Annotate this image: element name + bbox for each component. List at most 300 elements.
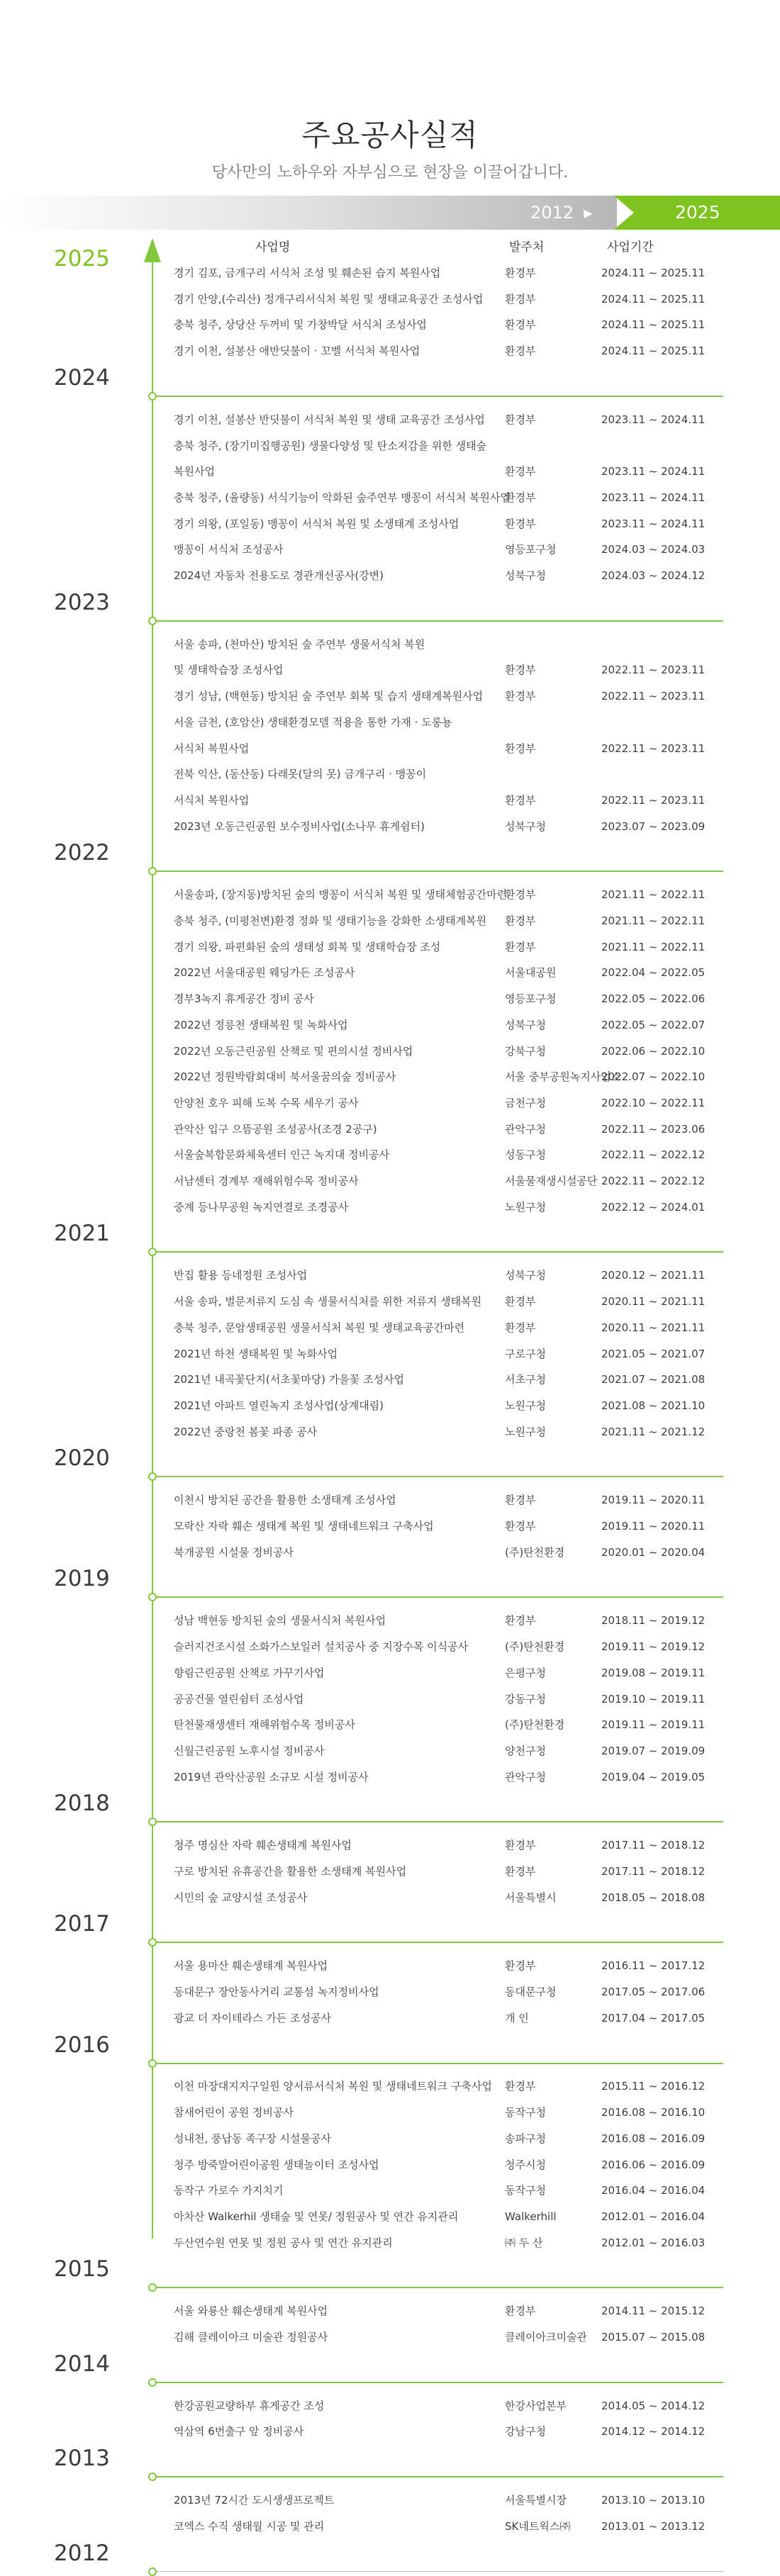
project-row bbox=[0, 2492, 780, 2509]
timeline-dot bbox=[148, 392, 157, 401]
year-label-current: 2025 bbox=[54, 246, 110, 271]
year-label: 2018 bbox=[54, 1791, 110, 1817]
project-period: 2022.05 ~ 2022.07 bbox=[601, 1019, 706, 1031]
project-period: 2024.03 ~ 2024.03 bbox=[601, 543, 706, 556]
project-period: 2014.11 ~ 2015.12 bbox=[601, 2305, 706, 2317]
project-row bbox=[0, 1769, 780, 1786]
year-divider bbox=[152, 2476, 723, 2477]
project-client: 환경부 bbox=[505, 690, 536, 702]
project-name: 서울송파, (장지동)방치된 숲의 맹꽁이 서식처 복원 및 생태체험공간마련 bbox=[174, 888, 508, 901]
project-period: 2016.08 ~ 2016.09 bbox=[601, 2132, 706, 2145]
year-label: 2014 bbox=[54, 2351, 110, 2377]
project-period: 2013.01 ~ 2013.12 bbox=[601, 2520, 706, 2533]
project-period: 2019.10 ~ 2019.11 bbox=[601, 1693, 706, 1706]
project-period: 2022.04 ~ 2022.05 bbox=[601, 966, 706, 979]
page-subtitle: 당사만의 노하우와 자부심으로 현장을 이끌어갑니다. bbox=[211, 164, 569, 181]
project-row bbox=[0, 2234, 780, 2251]
project-client: 동작구청 bbox=[505, 2106, 546, 2119]
project-name: 2022년 정원박람회대비 북서울꿈의숲 정비공사 bbox=[174, 1070, 396, 1083]
year-divider bbox=[152, 620, 723, 622]
year-label: 2012 bbox=[54, 2540, 110, 2566]
project-row bbox=[0, 2329, 780, 2346]
project-client: 강북구청 bbox=[505, 1045, 546, 1058]
project-name: 서식처 복원사업 bbox=[174, 794, 250, 807]
project-period: 2019.11 ~ 2019.11 bbox=[601, 1718, 706, 1731]
project-client: 강동구청 bbox=[505, 1693, 546, 1706]
project-period: 2017.05 ~ 2017.06 bbox=[601, 1986, 706, 1998]
project-row bbox=[0, 1121, 780, 1138]
project-period: 2017.04 ~ 2017.05 bbox=[601, 2012, 706, 2025]
project-client: 서울특별시 bbox=[505, 1891, 557, 1904]
project-client: 송파구청 bbox=[505, 2132, 546, 2145]
project-name: 동작구 가로수 가지치기 bbox=[174, 2184, 284, 2197]
project-period: 2013.10 ~ 2013.10 bbox=[601, 2494, 706, 2507]
year-label: 2017 bbox=[54, 1911, 110, 1937]
project-row bbox=[0, 1837, 780, 1854]
year-divider bbox=[152, 870, 723, 872]
project-name: 경기 김포, 금개구리 서식처 조성 및 훼손된 습지 복원사업 bbox=[174, 267, 441, 279]
project-name: 2023년 오동근린공원 보수정비사업(소나무 휴게쉼터) bbox=[174, 820, 425, 833]
project-client: (주)탄천환경 bbox=[505, 1718, 565, 1731]
year-divider bbox=[152, 2382, 723, 2383]
project-client: 관악구청 bbox=[505, 1123, 546, 1136]
project-period: 2022.11 ~ 2023.11 bbox=[601, 742, 706, 755]
project-period: 2015.11 ~ 2016.12 bbox=[601, 2080, 706, 2093]
timeline-dot bbox=[148, 2283, 157, 2292]
project-client: 환경부 bbox=[505, 1614, 536, 1627]
project-row bbox=[0, 567, 780, 584]
project-name: 2024년 자동차 전용도로 경관개선공사(강변) bbox=[174, 569, 384, 582]
project-name: 구로 방치된 유휴공간을 활용한 소생태계 복원사업 bbox=[174, 1865, 407, 1878]
project-name: 경기 안양,(수리산) 정개구리서식처 복원 및 생태교육공간 조성사업 bbox=[174, 293, 484, 306]
project-row bbox=[0, 939, 780, 956]
project-period: 2021.11 ~ 2022.11 bbox=[601, 888, 706, 901]
project-period: 2024.11 ~ 2025.11 bbox=[601, 318, 706, 331]
project-period: 2016.04 ~ 2016.04 bbox=[601, 2184, 706, 2197]
project-client: 성북구청 bbox=[505, 569, 546, 582]
project-period: 2023.11 ~ 2024.11 bbox=[601, 465, 706, 478]
project-name: 충북 청주, 문암생태공원 생물서식처 복원 및 생태교육공간마련 bbox=[174, 1321, 465, 1334]
project-name: 2022년 서울대공원 웨딩가든 조성공사 bbox=[174, 966, 355, 979]
project-row bbox=[0, 2518, 780, 2535]
project-period: 2021.11 ~ 2022.11 bbox=[601, 914, 706, 927]
project-name: 신월근린공원 노후시설 정비공사 bbox=[174, 1745, 325, 1757]
project-row bbox=[0, 1612, 780, 1629]
timeline-dot bbox=[148, 2567, 157, 2576]
project-name: 서울 금천, (호암산) 생태환경모델 적용을 통한 가재 · 도롱뇽 bbox=[174, 716, 452, 729]
project-period: 2022.11 ~ 2023.11 bbox=[601, 794, 706, 807]
project-period: 2016.11 ~ 2017.12 bbox=[601, 1959, 706, 1972]
project-name: 모락산 자락 훼손 생태계 복원 및 생태네트워크 구축사업 bbox=[174, 1520, 434, 1533]
project-name: 시민의 숲 교양시설 조성공사 bbox=[174, 1891, 308, 1904]
header-client: 발주처 bbox=[509, 240, 545, 254]
project-name: 맹꽁이 서식처 조성공사 bbox=[174, 543, 284, 556]
project-name: 아차산 Walkerhil 생태숲 및 연못/ 정원공사 및 연간 유지관리 bbox=[174, 2210, 459, 2223]
project-client: 서울 중부공원녹지사업소 bbox=[505, 1070, 622, 1083]
play-arrow-icon: ▶ bbox=[584, 206, 593, 220]
project-name: 서울 용마산 훼손생태계 복원사업 bbox=[174, 1959, 328, 1972]
year-divider bbox=[152, 1251, 723, 1253]
project-client: 영등포구청 bbox=[505, 992, 557, 1005]
project-name: 탄천물재생센터 재해위험수목 정비공사 bbox=[174, 1718, 355, 1731]
header-project-name: 사업명 bbox=[255, 240, 291, 254]
year-label: 2020 bbox=[54, 1445, 110, 1472]
project-period: 2024.11 ~ 2025.11 bbox=[601, 267, 706, 279]
project-row bbox=[0, 437, 780, 454]
year-label: 2015 bbox=[54, 2256, 110, 2283]
project-name: 이천 마장대지지구일원 양서류서식처 복원 및 생태네트워크 구축사업 bbox=[174, 2080, 492, 2093]
project-row bbox=[0, 1638, 780, 1655]
project-row bbox=[0, 792, 780, 809]
project-name: 서남센터 경계부 재해위험수목 정비공사 bbox=[174, 1175, 359, 1187]
project-client: 환경부 bbox=[505, 1295, 536, 1308]
project-period: 2019.11 ~ 2020.11 bbox=[601, 1520, 706, 1533]
project-row bbox=[0, 2397, 780, 2414]
project-period: 2022.11 ~ 2022.12 bbox=[601, 1148, 706, 1161]
project-period: 2018.11 ~ 2019.12 bbox=[601, 1614, 706, 1627]
project-row bbox=[0, 2130, 780, 2147]
project-client: 환경부 bbox=[505, 663, 536, 676]
project-row bbox=[0, 912, 780, 929]
project-period: 2018.05 ~ 2018.08 bbox=[601, 1891, 706, 1904]
timeline-dot bbox=[148, 1938, 157, 1947]
project-row bbox=[0, 990, 780, 1007]
project-name: 서울 와룡산 훼손생태계 복원사업 bbox=[174, 2305, 328, 2317]
project-row bbox=[0, 316, 780, 333]
timeline-dot bbox=[148, 617, 157, 625]
project-row bbox=[0, 463, 780, 480]
project-period: 2014.05 ~ 2014.12 bbox=[601, 2399, 706, 2412]
project-client: (주)탄천환경 bbox=[505, 1640, 565, 1653]
project-name: 역삼역 6번출구 앞 정비공사 bbox=[174, 2425, 304, 2438]
timeline-dot bbox=[148, 1472, 157, 1481]
project-client: 서울대공원 bbox=[505, 966, 557, 979]
project-row bbox=[0, 688, 780, 705]
project-row bbox=[0, 1146, 780, 1163]
project-row bbox=[0, 1863, 780, 1880]
project-name: 2021년 내곡꽃단지(서초꽃마당) 가을꽃 조성사업 bbox=[174, 1373, 405, 1386]
project-client: 성북구청 bbox=[505, 1269, 546, 1282]
project-name: 공공건물 열린쉼터 조성사업 bbox=[174, 1693, 304, 1706]
project-name: 관악산 입구 으뜸공원 조성공사(조경 2공구) bbox=[174, 1123, 377, 1136]
project-client: 동대문구청 bbox=[505, 1986, 557, 1998]
project-row bbox=[0, 1544, 780, 1561]
project-row bbox=[0, 342, 780, 359]
project-row bbox=[0, 489, 780, 506]
project-client: 구로구청 bbox=[505, 1348, 546, 1360]
project-name: 2021년 하천 생태복원 및 녹화사업 bbox=[174, 1348, 338, 1360]
project-row bbox=[0, 1742, 780, 1759]
project-client: 환경부 bbox=[505, 1839, 536, 1852]
year-divider bbox=[152, 396, 723, 397]
project-row bbox=[0, 1664, 780, 1681]
project-row bbox=[0, 1983, 780, 2000]
project-client: 환경부 bbox=[505, 413, 536, 426]
year-divider bbox=[152, 2063, 723, 2064]
project-row bbox=[0, 1491, 780, 1508]
year-divider bbox=[152, 2571, 723, 2572]
project-row bbox=[0, 291, 780, 308]
project-row bbox=[0, 740, 780, 757]
project-row bbox=[0, 1199, 780, 1216]
project-row bbox=[0, 1397, 780, 1414]
header-period: 사업기간 bbox=[607, 240, 654, 254]
project-row bbox=[0, 1172, 780, 1189]
project-period: 2022.10 ~ 2022.11 bbox=[601, 1097, 706, 1109]
project-period: 2023.11 ~ 2024.11 bbox=[601, 413, 706, 426]
project-client: ㈜ 두 산 bbox=[505, 2236, 543, 2249]
timeline-dot bbox=[148, 867, 157, 875]
project-period: 2019.08 ~ 2019.11 bbox=[601, 1667, 706, 1679]
year-label: 2022 bbox=[54, 840, 110, 866]
project-name: 이천시 방치된 공간을 활용한 소생태계 조성사업 bbox=[174, 1494, 396, 1506]
year-range-start-button[interactable] bbox=[530, 196, 592, 230]
project-name: 서식처 복원사업 bbox=[174, 742, 250, 755]
project-period: 2021.11 ~ 2021.12 bbox=[601, 1426, 706, 1438]
project-client: 서초구청 bbox=[505, 1373, 546, 1386]
project-name: 안양천 호우 피해 도복 수목 세우기 공사 bbox=[174, 1097, 359, 1109]
project-period: 2012.01 ~ 2016.04 bbox=[601, 2210, 706, 2223]
project-name: 2013년 72시간 도시생생프로젝트 bbox=[174, 2494, 335, 2507]
project-period: 2021.05 ~ 2021.07 bbox=[601, 1348, 706, 1360]
timeline-dot bbox=[148, 1818, 157, 1826]
project-client: 환경부 bbox=[505, 941, 536, 953]
project-name: 2022년 정릉천 생태복원 및 녹화사업 bbox=[174, 1019, 348, 1031]
year-divider bbox=[152, 1821, 723, 1822]
project-name: 김해 클레이아크 미술관 정원공사 bbox=[174, 2331, 328, 2343]
project-period: 2019.11 ~ 2019.12 bbox=[601, 1640, 706, 1653]
project-name: 두산연수원 연못 및 정원 공사 및 연간 유지관리 bbox=[174, 2236, 393, 2249]
project-client: 은평구청 bbox=[505, 1667, 546, 1679]
project-period: 2022.06 ~ 2022.10 bbox=[601, 1045, 706, 1058]
project-client: 환경부 bbox=[505, 318, 536, 331]
project-row bbox=[0, 2182, 780, 2199]
project-client: 노원구청 bbox=[505, 1399, 546, 1412]
timeline-dot bbox=[148, 1593, 157, 1601]
project-client: 환경부 bbox=[505, 1959, 536, 1972]
project-client: 환경부 bbox=[505, 465, 536, 478]
project-client: 서울물재생시설공단 bbox=[505, 1175, 598, 1187]
project-period: 2023.11 ~ 2024.11 bbox=[601, 517, 706, 530]
project-row bbox=[0, 2208, 780, 2225]
project-client: 노원구청 bbox=[505, 1201, 546, 1214]
project-row bbox=[0, 515, 780, 532]
project-row bbox=[0, 1043, 780, 1060]
project-period: 2022.11 ~ 2023.11 bbox=[601, 663, 706, 676]
project-name: 경기 이천, 설봉산 반딧불이 서식처 복원 및 생태 교육공간 조성사업 bbox=[174, 413, 485, 426]
project-row bbox=[0, 1293, 780, 1310]
project-client: 서울특별시장 bbox=[505, 2494, 567, 2507]
project-period: 2017.11 ~ 2018.12 bbox=[601, 1839, 706, 1852]
project-row bbox=[0, 714, 780, 731]
year-range-bar bbox=[0, 196, 617, 230]
project-row bbox=[0, 541, 780, 558]
range-start-label: 2012 bbox=[530, 203, 574, 223]
project-period: 2014.12 ~ 2014.12 bbox=[601, 2425, 706, 2438]
project-client: 성북구청 bbox=[505, 1019, 546, 1031]
timeline-dot bbox=[148, 2473, 157, 2481]
project-period: 2024.11 ~ 2025.11 bbox=[601, 345, 706, 357]
project-row bbox=[0, 661, 780, 678]
project-name: 북개공원 시설물 정비공사 bbox=[174, 1546, 294, 1559]
project-client: 강남구청 bbox=[505, 2425, 546, 2438]
project-name: 반집 활용 등네정원 조성사업 bbox=[174, 1269, 308, 1282]
project-client: 환경부 bbox=[505, 914, 536, 927]
project-client: 성동구청 bbox=[505, 1148, 546, 1161]
project-client: 동작구청 bbox=[505, 2184, 546, 2197]
project-client: 영등포구청 bbox=[505, 543, 557, 556]
project-client: Walkerhill bbox=[505, 2210, 557, 2223]
project-row bbox=[0, 2156, 780, 2173]
project-name: 청주 방죽말어린이공원 생태놀이터 조성사업 bbox=[174, 2158, 379, 2171]
project-client: SK네트웍스㈜ bbox=[505, 2520, 571, 2533]
project-row bbox=[0, 1068, 780, 1085]
project-name: 및 생태학습장 조성사업 bbox=[174, 663, 284, 676]
page-title: 주요공사실적 bbox=[301, 118, 479, 152]
project-period: 2020.12 ~ 2021.11 bbox=[601, 1269, 706, 1282]
project-row bbox=[0, 636, 780, 653]
project-client: 클레이아크미술관 bbox=[505, 2331, 587, 2343]
project-name: 서울 송파, 벌문저류지 도심 속 생물서식처를 위한 저류지 생태복원 bbox=[174, 1295, 482, 1308]
project-name: 참새어린이 공원 정비공사 bbox=[174, 2106, 294, 2119]
project-period: 2021.07 ~ 2021.08 bbox=[601, 1373, 706, 1386]
project-name: 2021년 아파트 열린녹지 조성사업(상계대림) bbox=[174, 1399, 384, 1412]
project-name: 전북 익산, (동산동) 다래못(달의 못) 금개구리 · 맹꽁이 bbox=[174, 768, 427, 780]
project-client: 노원구청 bbox=[505, 1426, 546, 1438]
year-label: 2013 bbox=[54, 2446, 110, 2472]
year-divider bbox=[152, 1942, 723, 1943]
project-period: 2022.11 ~ 2023.06 bbox=[601, 1123, 706, 1136]
project-client: 양천구청 bbox=[505, 1745, 546, 1757]
project-name: 경기 의왕, (포일동) 맹꽁이 서식처 복원 및 소생태계 조성사업 bbox=[174, 517, 459, 530]
project-period: 2019.04 ~ 2019.05 bbox=[601, 1771, 706, 1783]
year-label: 2021 bbox=[54, 1221, 110, 1247]
project-row bbox=[0, 2078, 780, 2095]
project-row bbox=[0, 1889, 780, 1906]
project-row bbox=[0, 1267, 780, 1284]
project-name: 충북 청주, 상당산 두꺼비 및 가창박달 서식처 조성사업 bbox=[174, 318, 427, 331]
year-range-end-button[interactable]: 2025 bbox=[675, 202, 720, 223]
project-period: 2019.07 ~ 2019.09 bbox=[601, 1745, 706, 1757]
project-period: 2021.11 ~ 2022.11 bbox=[601, 941, 706, 953]
project-name: 향림근린공원 산책로 가꾸기사업 bbox=[174, 1667, 325, 1679]
project-name: 2022년 오동근린공원 산책로 및 편의시설 정비사업 bbox=[174, 1045, 413, 1058]
project-row bbox=[0, 2010, 780, 2027]
project-client: 환경부 bbox=[505, 2305, 536, 2317]
project-name: 2019년 관악산공원 소규모 시설 정비공사 bbox=[174, 1771, 369, 1783]
project-period: 2020.11 ~ 2021.11 bbox=[601, 1295, 706, 1308]
project-client: 환경부 bbox=[505, 1520, 536, 1533]
year-label: 2016 bbox=[54, 2032, 110, 2058]
project-name: 충북 청주, (미평천변)환경 정화 및 생태기능을 강화한 소생태계복원 bbox=[174, 914, 487, 927]
project-row bbox=[0, 1518, 780, 1535]
project-row bbox=[0, 964, 780, 981]
project-client: 관악구청 bbox=[505, 1771, 546, 1783]
project-name: 서울숲복합문화체육센터 인근 녹지대 정비공사 bbox=[174, 1148, 390, 1161]
project-period: 2020.11 ~ 2021.11 bbox=[601, 1321, 706, 1334]
project-row bbox=[0, 264, 780, 281]
project-client: 환경부 bbox=[505, 517, 536, 530]
project-row bbox=[0, 818, 780, 835]
project-period: 2016.08 ~ 2016.10 bbox=[601, 2106, 706, 2119]
project-name: 성내천, 풍납동 족구장 시설물공사 bbox=[174, 2132, 331, 2145]
project-row bbox=[0, 1319, 780, 1336]
project-row bbox=[0, 2423, 780, 2440]
project-period: 2022.07 ~ 2022.10 bbox=[601, 1070, 706, 1083]
project-row bbox=[0, 1371, 780, 1388]
project-row bbox=[0, 1423, 780, 1440]
project-period: 2020.01 ~ 2020.04 bbox=[601, 1546, 706, 1559]
project-client: 환경부 bbox=[505, 1865, 536, 1878]
project-client: (주)탄천환경 bbox=[505, 1546, 565, 1559]
project-row bbox=[0, 2302, 780, 2319]
project-name: 슬러지건조시설 소화가스보일러 설치공사 중 지장수목 이식공사 bbox=[174, 1640, 469, 1653]
project-name: 경기 의왕, 파편화된 숲의 생태성 회복 및 생태학습장 조성 bbox=[174, 941, 441, 953]
project-name: 광교 더 자이테라스 가든 조성공사 bbox=[174, 2012, 331, 2025]
project-name: 경기 성남, (백현동) 방치된 숲 주연부 회복 및 습지 생태계복원사업 bbox=[174, 690, 484, 702]
project-row bbox=[0, 1017, 780, 1034]
project-name: 충북 청주, (장기미집행공원) 생물다양성 및 탄소저감을 위한 생태숲 bbox=[174, 439, 487, 452]
project-name: 2022년 중랑천 봄꽃 파종 공사 bbox=[174, 1426, 318, 1438]
project-period: 2019.11 ~ 2020.11 bbox=[601, 1494, 706, 1506]
project-period: 2022.11 ~ 2022.12 bbox=[601, 1175, 706, 1187]
timeline-dot bbox=[148, 1248, 157, 1256]
project-period: 2016.06 ~ 2016.09 bbox=[601, 2158, 706, 2171]
project-client: 개 인 bbox=[505, 2012, 529, 2025]
project-client: 환경부 bbox=[505, 267, 536, 279]
timeline-dot bbox=[148, 2059, 157, 2068]
project-period: 2023.11 ~ 2024.11 bbox=[601, 491, 706, 504]
project-name: 코엑스 수직 생태월 시공 및 관리 bbox=[174, 2520, 325, 2533]
project-client: 환경부 bbox=[505, 2080, 536, 2093]
project-period: 2017.11 ~ 2018.12 bbox=[601, 1865, 706, 1878]
project-client: 금천구청 bbox=[505, 1097, 546, 1109]
project-client: 환경부 bbox=[505, 794, 536, 807]
project-period: 2022.05 ~ 2022.06 bbox=[601, 992, 706, 1005]
project-name: 충북 청주, (율량동) 서식기능이 악화된 숲주연부 맹꽁이 서식처 복원사업 bbox=[174, 491, 511, 504]
project-row bbox=[0, 2104, 780, 2121]
project-client: 환경부 bbox=[505, 888, 536, 901]
project-name: 성남 백현동 방치된 숲의 생물서식처 복원사업 bbox=[174, 1614, 386, 1627]
project-period: 2022.11 ~ 2023.11 bbox=[601, 690, 706, 702]
project-client: 한강사업본부 bbox=[505, 2399, 567, 2412]
project-name: 중계 등나무공원 녹지연결로 조경공사 bbox=[174, 1201, 349, 1214]
project-client: 환경부 bbox=[505, 491, 536, 504]
project-row bbox=[0, 886, 780, 903]
project-name: 한강공원교량하부 휴게공간 조성 bbox=[174, 2399, 325, 2412]
project-name: 청주 명심산 자락 훼손생태계 복원사업 bbox=[174, 1839, 352, 1852]
project-period: 2015.07 ~ 2015.08 bbox=[601, 2331, 706, 2343]
timeline-dot bbox=[148, 2378, 157, 2387]
year-label: 2023 bbox=[54, 589, 110, 615]
year-label: 2019 bbox=[54, 1566, 110, 1592]
project-row bbox=[0, 1691, 780, 1708]
project-client: 환경부 bbox=[505, 1494, 536, 1506]
project-period: 2012.01 ~ 2016.03 bbox=[601, 2236, 706, 2249]
project-client: 청주시청 bbox=[505, 2158, 546, 2171]
project-period: 2023.07 ~ 2023.09 bbox=[601, 820, 706, 833]
project-row bbox=[0, 411, 780, 428]
project-name: 서울 송파, (천마산) 방치된 숲 주연부 생물서식처 복원 bbox=[174, 638, 425, 651]
project-name: 복원사업 bbox=[174, 465, 215, 478]
year-divider bbox=[152, 2287, 723, 2288]
project-name: 경부3녹지 휴게공간 정비 공사 bbox=[174, 992, 314, 1005]
year-label: 2024 bbox=[54, 364, 110, 391]
project-client: 환경부 bbox=[505, 293, 536, 306]
project-row bbox=[0, 1094, 780, 1111]
project-row bbox=[0, 1716, 780, 1733]
project-name: 경기 이천, 설봉산 애반딧불이 · 꼬벨 서식처 복원사업 bbox=[174, 345, 420, 357]
